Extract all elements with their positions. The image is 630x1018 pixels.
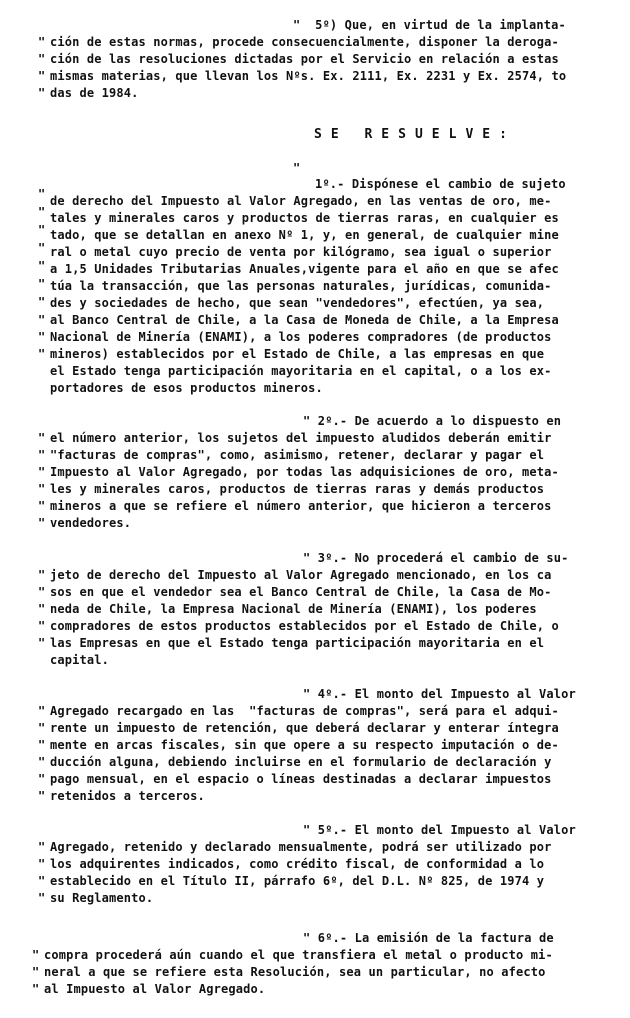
resolution-5-line: su Reglamento. — [50, 891, 154, 905]
resolution-5-line: establecido en el Título II, párrafo 6º, del D.L. Nº 825, de 1974 y — [50, 874, 545, 888]
resolution-2-line: mineros a que se refiere el número anterior, que hicieron a terceros — [50, 499, 552, 513]
quote-mark: " — [38, 187, 46, 201]
quote-mark: " — [38, 840, 46, 854]
resolution-1-line: tado, que se detallan en anexo Nº 1, y, en general, de cualquier mine — [50, 228, 559, 242]
resolution-1-line: el Estado tenga participación mayoritaria en el capital, o a los ex- — [50, 364, 552, 378]
quote-mark: " — [38, 223, 46, 237]
quote-mark: " — [38, 755, 46, 769]
quote-mark: " — [38, 35, 46, 49]
quote-mark: " — [38, 857, 46, 871]
resolution-2-line: " 2º.- De acuerdo a lo dispuesto en — [303, 414, 562, 428]
resolution-4-line: Agregado recargado en las "facturas de compras", será para el adqui- — [50, 704, 559, 718]
quote-mark: " — [38, 482, 46, 496]
resolution-1-line: al Banco Central de Chile, a la Casa de Moneda de Chile, a la Empresa — [50, 313, 559, 327]
quote-mark: " — [38, 619, 46, 633]
resolution-5-line: " 5º.- El monto del Impuesto al Valor — [303, 823, 576, 837]
resolution-6-line: neral a que se refiere esta Resolución, sea un particular, no afecto — [44, 965, 546, 979]
resolution-1-line: mineros) establecidos por el Estado de Chile, a las empresas en que — [50, 347, 545, 361]
quote-mark: " — [38, 448, 46, 462]
resolution-1-line: ral o metal cuyo precio de venta por kilógramo, sea igual o superior — [50, 245, 552, 259]
resolution-3-line: neda de Chile, la Empresa Nacional de Minería (ENAMI), los poderes — [50, 602, 537, 616]
intro-line: ción de estas normas, procede consecuencialmente, disponer la deroga- — [50, 35, 559, 49]
quote-mark: " — [38, 516, 46, 530]
resolution-1-line: Nacional de Minería (ENAMI), a los poderes compradores (de productos — [50, 330, 552, 344]
resolution-4-line: rente un impuesto de retención, que deberá declarar y enterar íntegra — [50, 721, 559, 735]
resolution-2-line: les y minerales caros, productos de tierras raras y demás productos — [50, 482, 545, 496]
quote-mark: " — [38, 721, 46, 735]
resolution-3-line: " 3º.- No procederá el cambio de su- — [303, 551, 569, 565]
quote-mark: " — [38, 295, 46, 309]
quote-mark: " — [38, 499, 46, 513]
resolution-1-line: de derecho del Impuesto al Valor Agregado, en las ventas de oro, me- — [50, 194, 552, 208]
resolution-3-line: sos en que el vendedor sea el Banco Central de Chile, la Casa de Mo- — [50, 585, 552, 599]
quote-mark: " — [38, 789, 46, 803]
intro-line: ción de las resoluciones dictadas por el Servicio en relación a estas — [50, 52, 559, 66]
quote-mark: " — [38, 313, 46, 327]
quote-mark: " — [293, 161, 301, 175]
quote-mark: " — [38, 241, 46, 255]
resolution-3-line: jeto de derecho del Impuesto al Valor Agregado mencionado, en los ca — [50, 568, 552, 582]
quote-mark: " — [38, 205, 46, 219]
intro-line: das de 1984. — [50, 86, 139, 100]
resolution-heading: SE RESUELVE: — [314, 127, 516, 142]
quote-mark: " — [38, 738, 46, 752]
quote-mark: " — [38, 602, 46, 616]
resolution-1-line: tales y minerales caros y productos de tierras raras, en cualquier es — [50, 211, 559, 225]
resolution-4-line: " 4º.- El monto del Impuesto al Valor — [303, 687, 576, 701]
resolution-2-line: Impuesto al Valor Agregado, por todas las adquisiciones de oro, meta- — [50, 465, 559, 479]
quote-mark: " — [38, 347, 46, 361]
quote-mark: " — [38, 259, 46, 273]
quote-mark: " — [32, 948, 40, 962]
resolution-1-line: 1º.- Dispónese el cambio de sujeto — [315, 177, 566, 191]
resolution-2-line: el número anterior, los sujetos del impuesto aludidos deberán emitir — [50, 431, 552, 445]
quote-mark: " — [38, 874, 46, 888]
resolution-3-line: compradores de estos productos establecidos por el Estado de Chile, o — [50, 619, 559, 633]
quote-mark: " — [38, 431, 46, 445]
quote-mark: " — [38, 86, 46, 100]
intro-line: " 5º) Que, en virtud de la implanta- — [293, 18, 566, 32]
resolution-1-line: túa la transacción, que las personas naturales, jurídicas, comunida- — [50, 279, 552, 293]
resolution-4-line: mente en arcas fiscales, sin que opere a su respecto imputación o de- — [50, 738, 559, 752]
quote-mark: " — [38, 277, 46, 291]
quote-mark: " — [32, 965, 40, 979]
resolution-6-line: " 6º.- La emisión de la factura de — [303, 931, 554, 945]
quote-mark: " — [32, 982, 40, 996]
quote-mark: " — [38, 465, 46, 479]
quote-mark: " — [38, 704, 46, 718]
quote-mark: " — [38, 568, 46, 582]
quote-mark: " — [38, 330, 46, 344]
resolution-2-line: vendedores. — [50, 516, 132, 530]
resolution-4-line: retenidos a terceros. — [50, 789, 205, 803]
resolution-3-line: capital. — [50, 653, 109, 667]
resolution-1-line: des y sociedades de hecho, que sean "vendedores", efectúen, ya sea, — [50, 296, 545, 310]
resolution-4-line: pago mensual, en el espacio o líneas destinadas a declarar impuestos — [50, 772, 552, 786]
resolution-2-line: "facturas de compras", como, asimismo, retener, declarar y pagar el — [50, 448, 545, 462]
resolution-5-line: Agregado, retenido y declarado mensualmente, podrá ser utilizado por — [50, 840, 552, 854]
resolution-6-line: compra procederá aún cuando el que transfiera el metal o producto mi- — [44, 948, 553, 962]
resolution-3-line: las Empresas en que el Estado tenga participación mayoritaria en el — [50, 636, 545, 650]
resolution-1-line: portadores de esos productos mineros. — [50, 381, 323, 395]
resolution-6-line: al Impuesto al Valor Agregado. — [44, 982, 266, 996]
quote-mark: " — [38, 52, 46, 66]
quote-mark: " — [38, 891, 46, 905]
resolution-5-line: los adquirentes indicados, como crédito fiscal, de conformidad a lo — [50, 857, 545, 871]
resolution-4-line: ducción alguna, debiendo incluirse en el formulario de declaración y — [50, 755, 552, 769]
intro-line: mismas materias, que llevan los Nºs. Ex. 2111, Ex. 2231 y Ex. 2574, to — [50, 69, 567, 83]
quote-mark: " — [38, 772, 46, 786]
quote-mark: " — [38, 69, 46, 83]
quote-mark: " — [38, 585, 46, 599]
resolution-1-line: a 1,5 Unidades Tributarias Anuales,vigente para el año en que se afec — [50, 262, 559, 276]
quote-mark: " — [38, 636, 46, 650]
